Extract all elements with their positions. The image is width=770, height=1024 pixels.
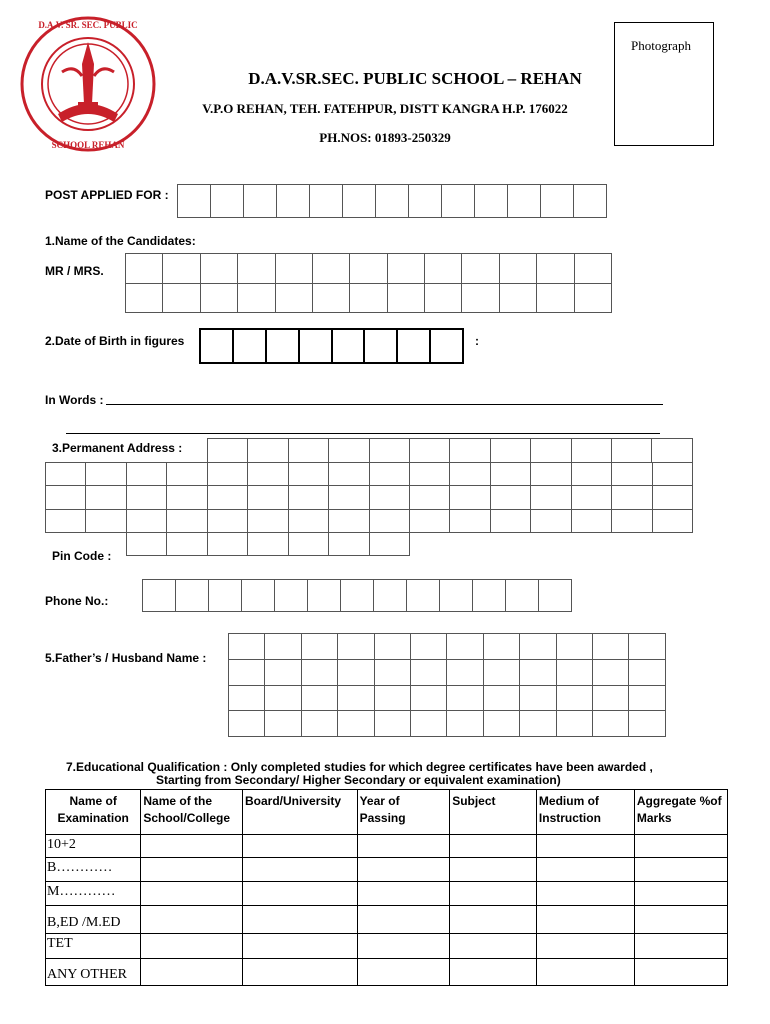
row-label: TET	[46, 934, 141, 959]
row-label: B,ED /M.ED	[46, 906, 141, 934]
post-applied-label: POST APPLIED FOR :	[45, 188, 169, 202]
table-cell[interactable]	[141, 934, 243, 959]
table-cell[interactable]	[634, 882, 727, 906]
table-cell[interactable]	[536, 835, 634, 858]
post-applied-grid[interactable]	[177, 184, 607, 218]
school-phone: PH.NOS: 01893-250329	[319, 130, 451, 145]
table-cell[interactable]	[243, 934, 358, 959]
school-address: V.P.O REHAN, TEH. FATEHPUR, DISTT KANGRA H.P. 176022	[202, 101, 568, 116]
table-row	[46, 835, 728, 858]
pin-grid[interactable]	[126, 532, 410, 556]
table-cell[interactable]	[243, 959, 358, 986]
education-heading-2: Starting from Secondary/ Higher Secondary or equivalent examination)	[156, 773, 561, 787]
table-cell[interactable]	[634, 906, 727, 934]
education-table	[45, 789, 728, 986]
table-cell[interactable]	[141, 906, 243, 934]
table-cell[interactable]	[357, 934, 450, 959]
photograph-label: Photograph	[631, 38, 691, 53]
row-label: ANY OTHER	[46, 959, 141, 986]
table-cell[interactable]	[243, 835, 358, 858]
table-cell[interactable]	[536, 906, 634, 934]
table-row	[46, 882, 728, 906]
table-cell[interactable]	[634, 934, 727, 959]
column-header: Aggregate %of Marks	[634, 790, 727, 835]
table-cell[interactable]	[141, 835, 243, 858]
in-words-line-2[interactable]	[66, 433, 660, 434]
table-cell[interactable]	[450, 934, 537, 959]
column-header: Medium of Instruction	[536, 790, 634, 835]
table-cell[interactable]	[141, 882, 243, 906]
table-cell[interactable]	[450, 835, 537, 858]
candidate-name-grid[interactable]	[125, 253, 612, 313]
column-header: Board/University	[243, 790, 358, 835]
dob-colon: :	[475, 334, 479, 348]
table-cell[interactable]	[450, 858, 537, 882]
row-label: M…………	[46, 882, 141, 906]
column-header: Subject	[450, 790, 537, 835]
table-cell[interactable]	[357, 882, 450, 906]
table-cell[interactable]	[450, 906, 537, 934]
in-words-label: In Words :	[45, 393, 104, 407]
row-label: B…………	[46, 858, 141, 882]
address-grid[interactable]	[45, 462, 693, 533]
phone-grid[interactable]	[142, 579, 572, 612]
table-cell[interactable]	[450, 882, 537, 906]
name-heading: 1.Name of the Candidates:	[45, 234, 196, 248]
table-row	[46, 959, 728, 986]
table-cell[interactable]	[357, 959, 450, 986]
table-cell[interactable]	[634, 835, 727, 858]
table-row	[46, 906, 728, 934]
table-cell[interactable]	[450, 959, 537, 986]
svg-text:SCHOOL REHAN: SCHOOL REHAN	[51, 140, 125, 150]
school-name: D.A.V.SR.SEC. PUBLIC SCHOOL – REHAN	[248, 69, 582, 88]
address-label: 3.Permanent Address :	[52, 441, 183, 455]
phone-label: Phone No.:	[45, 594, 109, 608]
table-row	[46, 934, 728, 959]
table-cell[interactable]	[357, 858, 450, 882]
table-cell[interactable]	[634, 858, 727, 882]
table-cell[interactable]	[536, 858, 634, 882]
column-header: Name of the School/College	[141, 790, 243, 835]
table-cell[interactable]	[357, 906, 450, 934]
dob-grid[interactable]	[199, 328, 464, 364]
table-cell[interactable]	[536, 882, 634, 906]
table-cell[interactable]	[243, 882, 358, 906]
column-header: Year of Passing	[357, 790, 450, 835]
column-header: Name of Examination	[46, 790, 141, 835]
dob-label: 2.Date of Birth in figures	[45, 334, 185, 348]
education-header-row	[46, 790, 728, 835]
table-cell[interactable]	[243, 858, 358, 882]
row-label: 10+2	[46, 835, 141, 858]
table-cell[interactable]	[536, 934, 634, 959]
father-name-label: 5.Father’s / Husband Name :	[45, 651, 207, 665]
table-cell[interactable]	[536, 959, 634, 986]
table-row	[46, 858, 728, 882]
pin-label: Pin Code :	[52, 549, 112, 563]
father-name-grid[interactable]	[228, 633, 666, 737]
address-grid-top[interactable]	[207, 438, 693, 463]
education-heading-1: 7.Educational Qualification : Only completed studies for which degree certificates have been awarded ,	[66, 760, 653, 774]
mr-mrs-label: MR / MRS.	[45, 264, 104, 278]
table-cell[interactable]	[141, 959, 243, 986]
in-words-line-1[interactable]	[106, 404, 663, 405]
table-cell[interactable]	[243, 906, 358, 934]
svg-text:D.A.V. SR. SEC. PUBLIC: D.A.V. SR. SEC. PUBLIC	[38, 20, 138, 30]
table-cell[interactable]	[357, 835, 450, 858]
table-cell[interactable]	[634, 959, 727, 986]
table-cell[interactable]	[141, 858, 243, 882]
